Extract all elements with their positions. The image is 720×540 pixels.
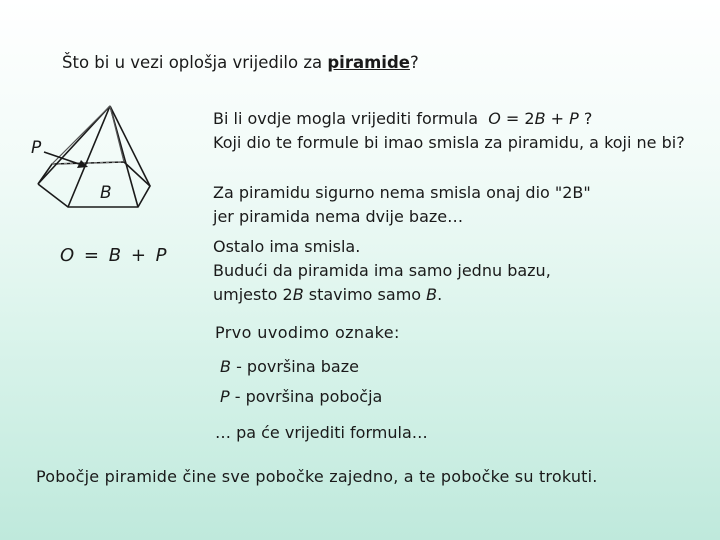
question-text: Bi li ovdje mogla vrijediti formula: [213, 109, 479, 128]
footer-sentence: Pobočje piramide čine sve pobočke zajedno, a te pobočke su trokuti.: [36, 467, 598, 486]
answer2-line-1: Ostalo ima smisla.: [213, 237, 361, 256]
answer1-line-1: Za piramidu sigurno nema smisla onaj dio "2B": [213, 183, 591, 202]
question-p: P: [569, 109, 579, 128]
formula-b: B: [108, 245, 124, 266]
formula-plus: +: [130, 245, 148, 266]
answer2-period: .: [437, 285, 443, 304]
pyramid-lateral-edge: [110, 106, 124, 162]
formula-eq: =: [83, 245, 101, 266]
formula-p: P: [155, 245, 169, 266]
notation-intro: Prvo uvodimo oznake:: [215, 323, 400, 342]
label-b: B: [100, 183, 112, 203]
notation-outro: … pa će vrijediti formula…: [215, 423, 428, 442]
pyramid-base-edge: [38, 162, 150, 207]
notation-p: [220, 386, 382, 408]
notation-b-symbol: B: [220, 357, 231, 376]
label-p: P: [31, 138, 42, 158]
answer2-b: B: [292, 285, 304, 304]
notation-p-symbol: P: [220, 387, 230, 406]
pyramid-lateral-edge: [38, 106, 110, 184]
question-mark: ?: [578, 109, 593, 128]
title-keyword: piramide: [327, 53, 410, 72]
question-eq: = 2: [500, 109, 535, 128]
title-before: Što bi u vezi oplošja vrijedilo za: [62, 53, 328, 72]
answer2-b2: B: [426, 285, 438, 304]
slide-title: [62, 52, 419, 74]
formula-o-b-p: [60, 245, 169, 266]
question-plus: +: [545, 109, 570, 128]
question-line-2: Koji dio te formule bi imao smisla za piramidu, a koji ne bi?: [213, 133, 685, 152]
answer2-text-a: umjesto 2: [213, 285, 293, 304]
pyramid-figure: [30, 100, 160, 215]
pyramid-lateral-edge: [52, 106, 110, 164]
question-b: B: [534, 109, 546, 128]
pyramid-lateral-edge: [110, 106, 150, 186]
notation-b-definition: - površina baze: [230, 357, 359, 376]
answer2-line-2: Budući da piramida ima samo jednu bazu,: [213, 261, 551, 280]
answer1-line-2: jer piramida nema dvije baze…: [213, 207, 464, 226]
notation-p-definition: - površina pobočja: [229, 387, 383, 406]
title-after: ?: [409, 53, 419, 72]
question-o: O: [488, 109, 501, 128]
formula-o: O: [60, 245, 77, 266]
question-line-1: [213, 108, 592, 130]
answer2-line-3: [213, 284, 442, 306]
answer2-text-b: stavimo samo: [303, 285, 427, 304]
notation-b: [220, 356, 359, 378]
